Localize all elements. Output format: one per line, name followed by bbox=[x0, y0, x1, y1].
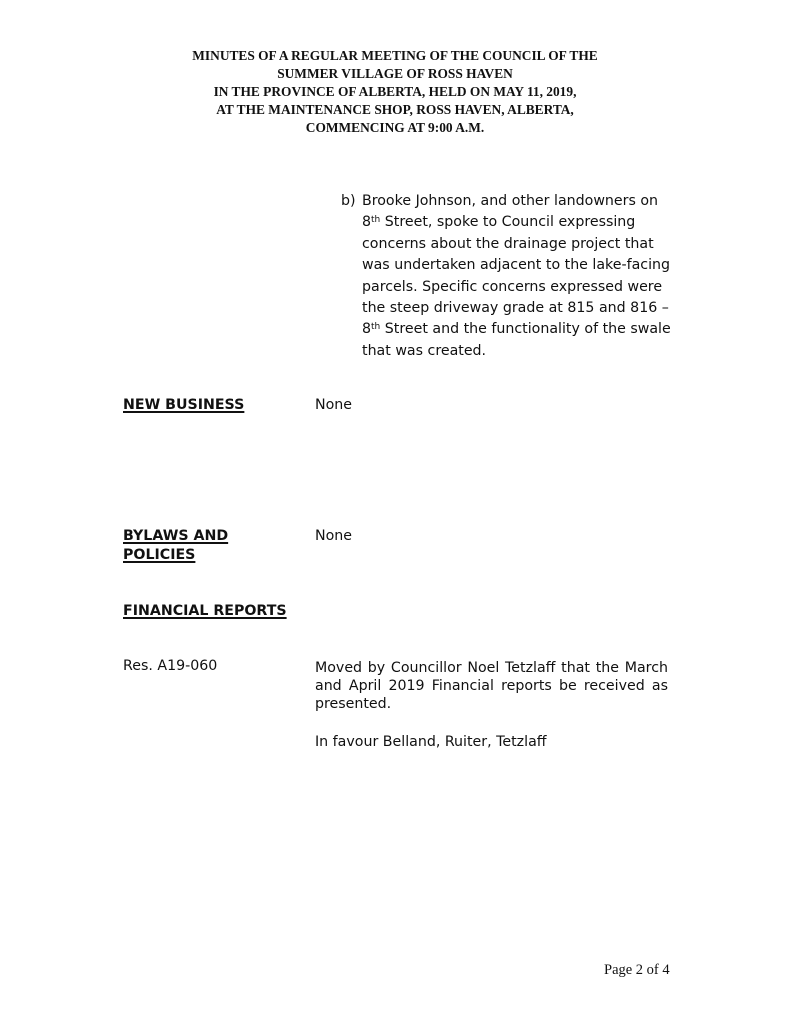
delegation-line: that was created. bbox=[362, 342, 487, 359]
delegation-line bbox=[362, 212, 672, 233]
motion-text: Moved by Councillor Noel Tetzlaff that the March and April 2019 Financial reports be received as presented. bbox=[315, 660, 668, 713]
resolution-number: Res. A19-060 bbox=[123, 658, 218, 674]
delegation-line-rest: Street, spoke to Council expressing bbox=[380, 214, 636, 231]
street-number: 8 bbox=[362, 321, 372, 338]
header-line: MINUTES OF A REGULAR MEETING OF THE COUNCIL OF THE bbox=[192, 48, 598, 63]
bylaws-heading-line: POLICIES bbox=[123, 547, 196, 563]
list-marker: b) bbox=[341, 193, 356, 209]
street-number: 8 bbox=[362, 214, 372, 231]
delegation-line: was undertaken adjacent to the lake-facing bbox=[362, 257, 671, 274]
bylaws-content: None bbox=[315, 528, 353, 544]
ordinal-suffix: th bbox=[371, 214, 381, 225]
delegation-line: concerns about the drainage project that bbox=[362, 235, 654, 252]
delegation-line: the steep driveway grade at 815 and 816 – bbox=[362, 300, 669, 317]
vote-result: In favour Belland, Ruiter, Tetzlaff bbox=[315, 734, 547, 750]
header-line: AT THE MAINTENANCE SHOP, ROSS HAVEN, ALBERTA, bbox=[216, 102, 574, 117]
delegation-line: parcels. Specific concerns expressed were bbox=[362, 278, 663, 295]
bylaws-heading bbox=[123, 527, 228, 565]
new-business-content: None bbox=[315, 397, 353, 413]
header-line: IN THE PROVINCE OF ALBERTA, HELD ON MAY 11, 2019, bbox=[213, 84, 577, 99]
page-number: Page 2 of 4 bbox=[604, 962, 670, 978]
bylaws-heading-line: BYLAWS AND bbox=[123, 528, 229, 544]
new-business-heading: NEW BUSINESS bbox=[123, 397, 245, 413]
header-line: COMMENCING AT 9:00 A.M. bbox=[305, 120, 485, 135]
delegation-line-rest: Street and the functionality of the swale bbox=[380, 321, 671, 338]
delegation-line bbox=[362, 319, 672, 340]
header-line: SUMMER VILLAGE OF ROSS HAVEN bbox=[277, 66, 513, 81]
minutes-header bbox=[95, 47, 695, 137]
delegation-item-text bbox=[362, 191, 672, 362]
financial-reports-heading: FINANCIAL REPORTS bbox=[123, 603, 287, 619]
ordinal-suffix: th bbox=[371, 321, 381, 332]
delegation-line: Brooke Johnson, and other landowners on bbox=[362, 193, 659, 209]
